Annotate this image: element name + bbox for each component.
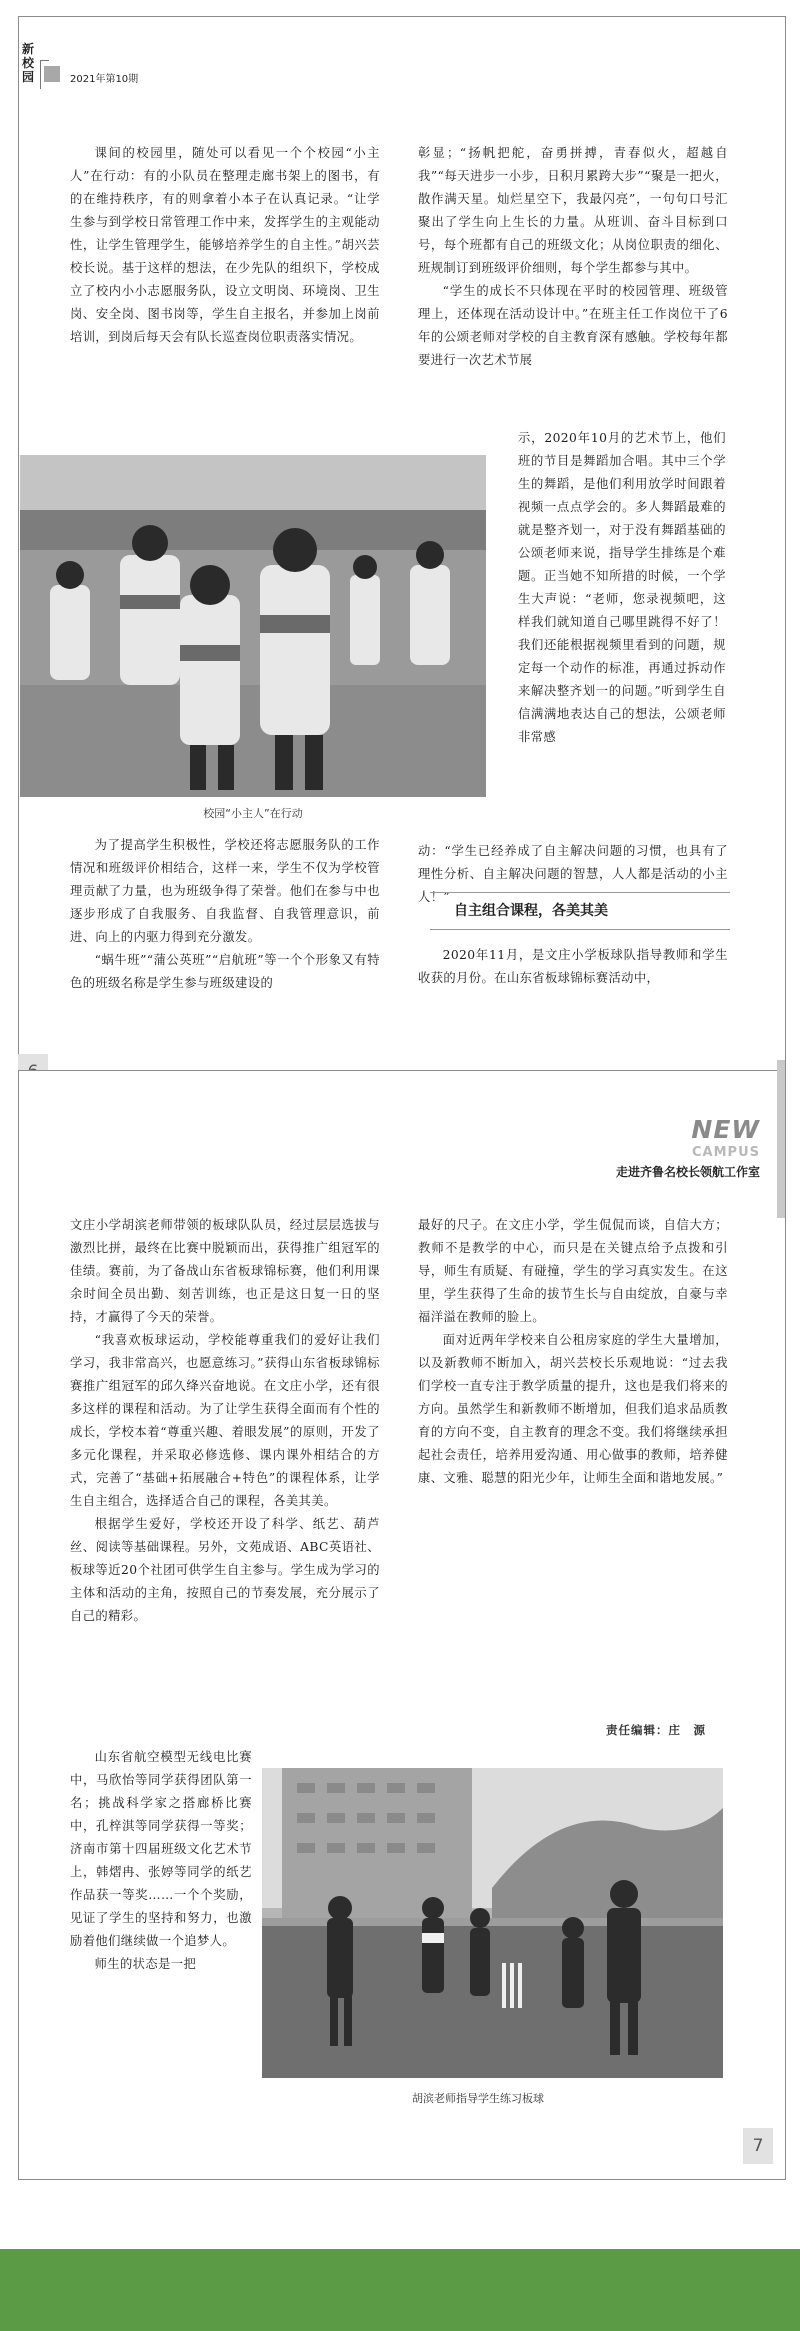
issue-label: 2021年第10期: [70, 74, 139, 85]
paragraph: 面对近两年学校来自公租房家庭的学生大量增加，以及新教师不断加入，胡兴芸校长乐观地说：“过去我们学校一直专注于教学质量的提升，这也是我们将来的方向。虽然学生和新教师不断增加，但我们追求品质教育的方向不变，自主教育的理念不变。我们将继续承担起社会责任，培养用爱沟通、用心做事的教师，培养健康、文雅、聪慧的阳光少年，让师生全面和谐地发展。”: [418, 1333, 728, 1485]
footer-green-bar: [0, 2249, 800, 2331]
p7-col1: [70, 1214, 380, 1628]
subheading: 自主组合课程，各美其美: [430, 892, 730, 930]
p6-col1-top: [70, 142, 380, 349]
paragraph: 文庄小学胡滨老师带领的板球队队员，经过层层选拔与激烈比拼，最终在比赛中脱颖而出，获得推广组冠军的佳绩。赛前，为了备战山东省板球锦标赛，他们利用课余时间全员出勤、刻苦训练，也正是这日复一日的坚持，才赢得了今天的荣誉。: [70, 1218, 380, 1324]
paragraph: 彰显；“扬帆把舵，奋勇拼搏，青春似火，超越自我”“每天进步一小步，日积月累跨大步”“聚是一把火，散作满天星。灿烂星空下，我最闪亮”，一句句口号汇聚出了学生向上生长的力量。从班训、奋斗目标到口号，每个班都有自己的班级文化；从岗位职责的细化、班规制订到班级评价细则，每个学生都参与其中。: [418, 146, 728, 275]
paragraph: “我喜欢板球运动，学校能尊重我们的爱好让我们学习，我非常高兴，也愿意练习。”获得山东省板球锦标赛推广组冠军的邱久绛兴奋地说。在文庄小学，还有很多这样的课程和活动。为了让学生获得全面而有个性的成长，学校本着“尊重兴趣、着眼发展”的原则，开发了多元化课程，并采取必修选修、课内课外相结合的方式，完善了“基础+拓展融合+特色”的课程体系，让学生自主组合，选择适合自己的课程，各美其美。: [70, 1333, 380, 1508]
p7-col2: [418, 1214, 728, 1490]
p6-col2-top: [418, 142, 728, 372]
photo-students-volunteers-image: [20, 455, 486, 797]
paragraph: 最好的尺子。在文庄小学，学生侃侃而谈，自信大方；教师不是教学的中心，而只是在关键点给予点拨和引导，师生有质疑、有碰撞，学生的学习真实发生。在这里，学生获得了生命的拔节生长与自由绽放，自豪与幸福洋溢在教师的脸上。: [418, 1218, 728, 1324]
paragraph: “蜗牛班”“蒲公英班”“启航班”等一个个形象又有特色的班级名称是学生参与班级建设的: [70, 953, 380, 990]
editor-credit: 责任编辑：庄 源: [606, 1723, 706, 1737]
paragraph: 动：“学生已经养成了自主解决问题的习惯，也具有了理性分析、自主解决问题的智慧，人人都是活动的小主人！”: [418, 844, 728, 904]
sidebar-label: 新校园: [22, 42, 35, 84]
header-square-decoration: [44, 66, 60, 82]
page-number-7: 7: [743, 2128, 773, 2164]
photo-cricket-practice-image: [262, 1768, 723, 2078]
p7-col1-narrow: [70, 1746, 252, 1976]
scrollbar-thumb[interactable]: [777, 1060, 785, 1218]
photo-cricket-practice: [262, 1768, 723, 2078]
section-title: 走进齐鲁名校长领航工作室: [615, 1165, 760, 1179]
paragraph: 课间的校园里，随处可以看见一个个校园“小主人”在行动：有的小队员在整理走廊书架上的图书，有的在维持秩序，有的则拿着小本子在认真记录。“让学生参与到学校日常管理工作中来，发挥学生的主观能动性，让学生管理学生，能够培养学生的自主性。”胡兴芸校长说。基于这样的想法，在少先队的组织下，学校成立了校内小小志愿服务队，设立文明岗、环境岗、卫生岗、安全岗、图书岗等，学生自主报名，并参加上岗前培训，到岗后每天会有队长巡查岗位职责落实情况。: [70, 146, 380, 344]
paragraph: 2020年11月，是文庄小学板球队指导教师和学生收获的月份。在山东省板球锦标赛活动中，: [418, 948, 728, 985]
photo1-caption: 校园“小主人”在行动: [203, 807, 303, 820]
paragraph: 根据学生爱好，学校还开设了科学、纸艺、葫芦丝、阅读等基础课程。另外，文苑成语、ABC英语社、板球等近20个社团可供学生自主参与。学生成为学习的主体和活动的主角，按照自己的节奏发展，充分展示了自己的精彩。: [70, 1517, 380, 1623]
p6-col2-bottom: [418, 944, 728, 990]
p6-col2-narrow: [518, 427, 726, 749]
logo-new: NEW: [691, 1115, 760, 1144]
p6-col1-bottom: [70, 834, 380, 995]
paragraph: 山东省航空模型无线电比赛中，马欣怡等同学获得团队第一名；挑战科学家之搭廊桥比赛中，孔梓淇等同学获得一等奖；济南市第十四届班级文化艺术节上，韩熠冉、张婷等同学的纸艺作品获一等奖……一个个奖励，见证了学生的坚持和努力，也激励着他们继续做一个追梦人。: [70, 1750, 252, 1948]
paragraph: 示，2020年10月的艺术节上，他们班的节目是舞蹈加合唱。其中三个学生的舞蹈，是他们利用放学时间跟着视频一点点学会的。多人舞蹈最难的就是整齐划一，对于没有舞蹈基础的公颂老师来说，指导学生排练是个难题。正当她不知所措的时候，一个学生大声说：“老师，您录视频吧，这样我们就知道自己哪里跳得不好了！我们还能根据视频里看到的问题，规定每一个动作的标准，再通过拆动作来解决整齐划一的问题。”听到学生自信满满地表达自己的想法，公颂老师非常感: [518, 431, 726, 744]
paragraph: “学生的成长不只体现在平时的校园管理、班级管理上，还体现在活动设计中。”在班主任工作岗位干了6年的公颂老师对学校的自主教育深有感触。学校每年都要进行一次艺术节展: [418, 284, 728, 367]
logo-campus: CAMPUS: [692, 1145, 760, 1160]
photo2-caption: 胡滨老师指导学生练习板球: [412, 2092, 544, 2105]
photo-students-volunteers: [20, 455, 486, 797]
paragraph: 为了提高学生积极性，学校还将志愿服务队的工作情况和班级评价相结合，这样一来，学生不仅为学校管理贡献了力量，也为班级争得了荣誉。他们在参与中也逐步形成了自我服务、自我监督、自我管理意识，前进、向上的内驱力得到充分激发。: [70, 838, 380, 944]
paragraph: 师生的状态是一把: [94, 1957, 197, 1971]
